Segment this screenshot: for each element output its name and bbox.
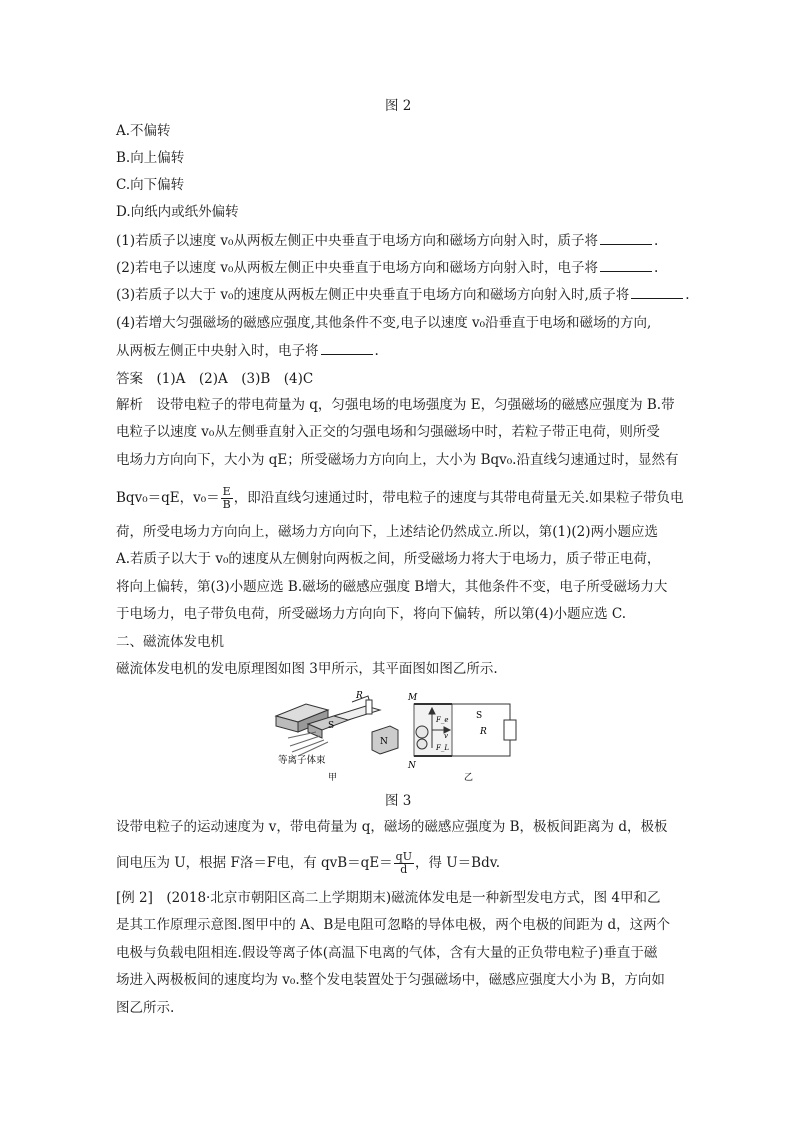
- fraction-denominator-d: d: [400, 863, 408, 876]
- answer-blank-1: [600, 230, 652, 245]
- example-line-2: 是其工作原理示意图.图甲中的 A、B是电阻可忽略的导体电极，两个电极的间距为 d，这两个: [116, 917, 671, 933]
- figure-3-drawing: [268, 688, 538, 784]
- label-jia: 甲: [328, 773, 338, 783]
- analysis-line-5: 荷，所受电场力方向向上，磁场力方向向下，上述结论仍然成立.所以，第(1)(2)两小题应选: [116, 524, 659, 540]
- answer-blank-2: [600, 257, 652, 272]
- label-yi: 乙: [464, 773, 474, 783]
- label-n-right: N: [408, 761, 416, 771]
- question-4-text: 从两板左侧正中央射入时，电子将: [116, 343, 319, 359]
- answer-line: 答案 (1)A (2)A (3)B (4)C: [116, 371, 314, 387]
- label-n-left: N: [380, 737, 388, 747]
- example-line-1: [例 2] (2018·北京市朝阳区高二上学期期末)磁流体发电是一种新型发电方式，图 4甲和乙: [116, 890, 661, 906]
- label-fe: F_e: [436, 716, 449, 724]
- label-r-right: R: [480, 727, 487, 737]
- label-r-left: R: [356, 691, 363, 701]
- question-1-end: .: [653, 233, 659, 249]
- label-s-right: S: [476, 711, 483, 721]
- question-2: [116, 257, 658, 278]
- analysis-line-4: [116, 486, 684, 511]
- fraction-denominator: B: [222, 498, 231, 511]
- body-eq-pre: 间电压为 U，根据 F洛＝F电，有 qvB＝qE＝: [116, 855, 393, 871]
- question-4-end: .: [374, 343, 379, 359]
- analysis-line-2: 电粒子以速度 v₀从左侧垂直射入正交的匀强电场和匀强磁场中时，若粒子带正电荷，则所受: [116, 424, 660, 440]
- analysis-line-3: 电场力方向向下，大小为 qE；所受磁场力方向向上，大小为 Bqv₀.沿直线匀速通过时，显然有: [116, 452, 679, 468]
- question-3: [116, 284, 690, 305]
- analysis-eq-pre: Bqv₀＝qE，v₀＝: [116, 490, 220, 506]
- label-v: v: [444, 732, 448, 740]
- option-d: D.向纸内或纸外偏转: [116, 204, 239, 220]
- option-b: B.向上偏转: [116, 150, 185, 166]
- body-line-1: 设带电粒子的运动速度为 v，带电荷量为 q，磁场的磁感应强度为 B，极板间距离为 d，极板: [116, 819, 668, 835]
- figure-3-caption: 图 3: [385, 793, 412, 809]
- example-line-5: 图乙所示.: [116, 1000, 175, 1016]
- body-line-2: [116, 851, 500, 876]
- generator-3d-sketch: [276, 696, 398, 756]
- body-eq-post: ，得 U＝Bdv.: [414, 855, 501, 871]
- question-3-text: (3)若质子以大于 v₀的速度从两板左侧正中央垂直于电场方向和磁场方向射入时,质子将: [116, 287, 630, 303]
- example-line-4: 场进入两极板间的速度均为 v₀.整个发电装置处于匀强磁场中，磁感应强度大小为 B，方向如: [116, 972, 665, 988]
- question-1: [116, 230, 658, 251]
- section-2-heading: 二、磁流体发电机: [116, 634, 224, 650]
- fraction-numerator: E: [221, 486, 233, 499]
- option-c: C.向下偏转: [116, 177, 185, 193]
- option-a: A.不偏转: [116, 123, 171, 139]
- analysis-line-1: 解析 设带电粒子的带电荷量为 q，匀强电场的电场强度为 E，匀强磁场的磁感应强度为 B.带: [116, 397, 675, 413]
- generator-plane-diagram: [414, 704, 516, 756]
- question-3-end: .: [685, 287, 690, 303]
- analysis-line-6: A.若质子以大于 v₀的速度从左侧射向两板之间，所受磁场力将大于电场力，质子带正电荷，: [116, 551, 661, 567]
- example-line-3: 电极与负载电阻相连.假设等离子体(高温下电离的气体，含有大量的正负带电粒子)垂直于磁: [116, 945, 658, 961]
- question-4-line-2: [116, 340, 379, 361]
- answer-blank-3: [631, 284, 683, 299]
- analysis-line-7: 将向上偏转，第(3)小题应选 B.磁场的磁感应强度 B增大，其他条件不变，电子所受磁场力大: [116, 579, 668, 595]
- section-2-intro: 磁流体发电机的发电原理图如图 3甲所示，其平面图如图乙所示.: [116, 661, 498, 677]
- figure-2-caption: 图 2: [385, 98, 412, 114]
- analysis-line-8: 于电场力，电子带负电荷，所受磁场力方向向下，将向下偏转，所以第(4)小题应选 C.: [116, 606, 627, 622]
- question-1-text: (1)若质子以速度 v₀从两板左侧正中央垂直于电场方向和磁场方向射入时，质子将: [116, 233, 598, 249]
- figure-3: [268, 688, 538, 784]
- question-4-line-1: (4)若增大匀强磁场的磁感应强度,其他条件不变,电子以速度 v₀沿垂直于电场和磁场的方向,: [116, 315, 652, 331]
- label-s-left: S: [328, 721, 335, 731]
- label-fl: F_L: [436, 744, 450, 752]
- analysis-eq-post: ，即沿直线匀速通过时，带电粒子的速度与其带电荷量无关.如果粒子带负电: [233, 490, 684, 506]
- fraction-numerator-qu: qU: [395, 850, 412, 863]
- label-m: M: [408, 693, 418, 703]
- question-2-end: .: [653, 260, 659, 276]
- fraction-e-over-b: [221, 486, 233, 511]
- fraction-qu-over-d: [394, 851, 414, 876]
- question-2-text: (2)若电子以速度 v₀从两板左侧正中央垂直于电场方向和磁场方向射入时，电子将: [116, 260, 598, 276]
- answer-blank-4: [321, 340, 373, 355]
- label-plasma-beam: 等离子体束: [278, 755, 326, 766]
